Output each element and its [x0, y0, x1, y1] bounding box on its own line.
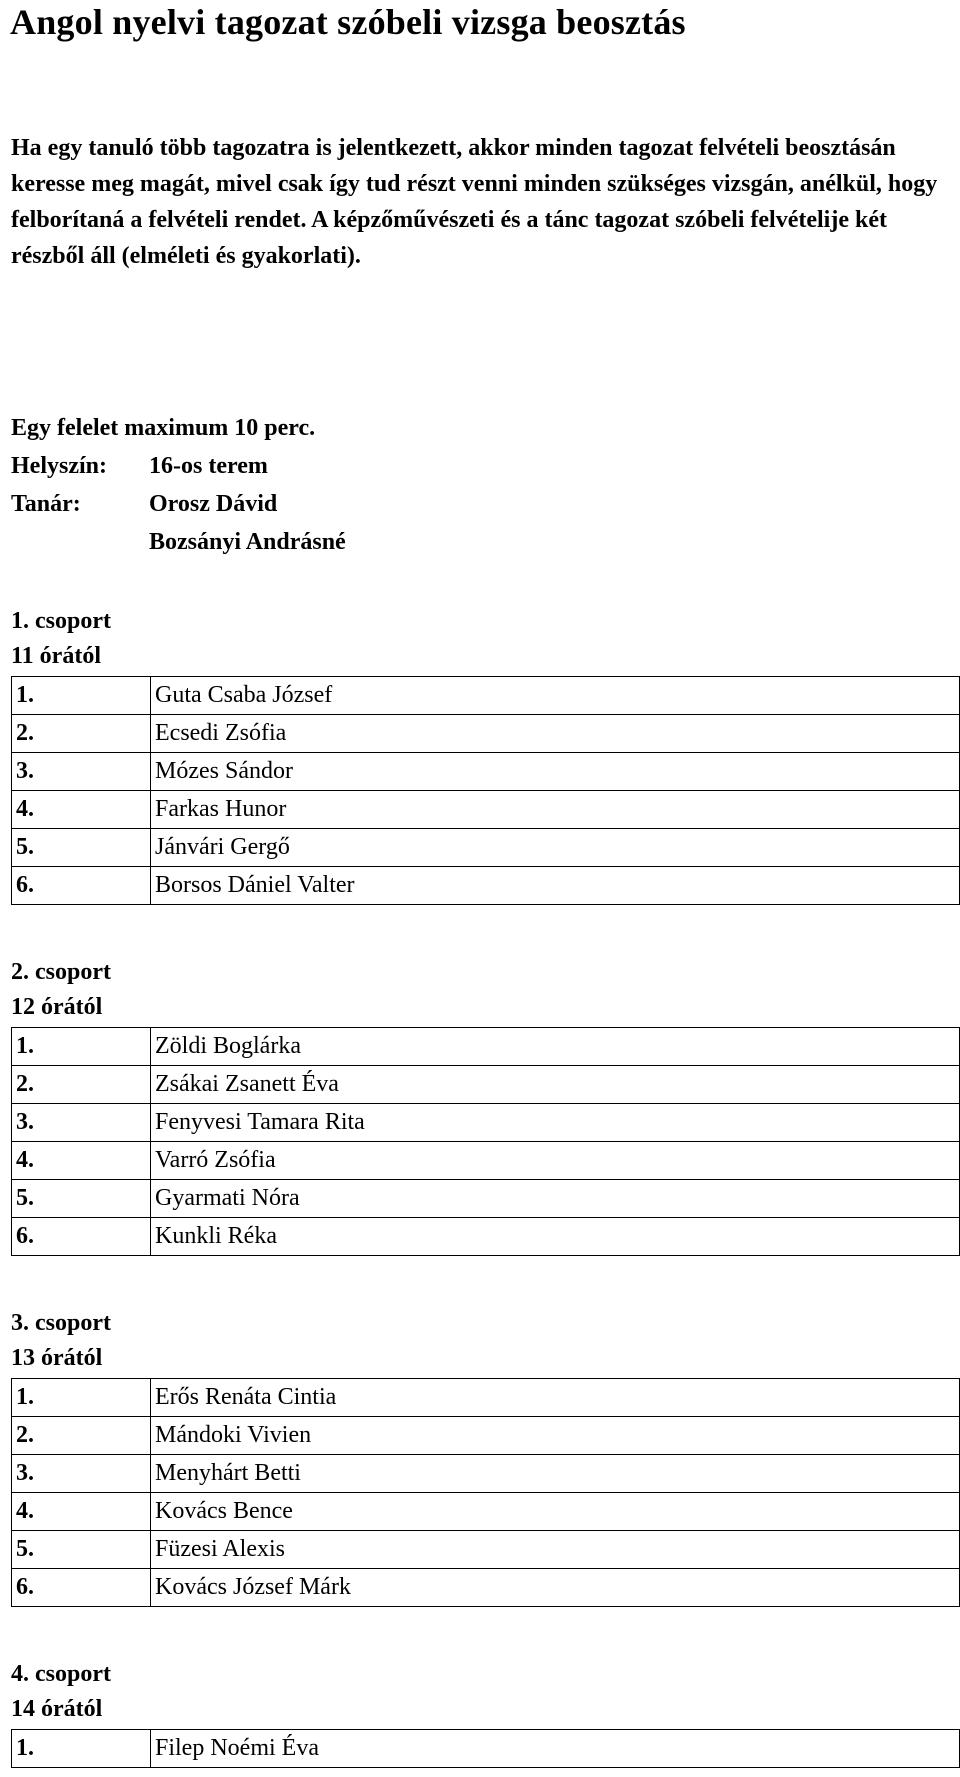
- group-title: 1. csoport: [11, 608, 111, 634]
- row-number: 6.: [12, 867, 151, 905]
- student-name: Kovács József Márk: [151, 1569, 960, 1607]
- student-table: [11, 1378, 960, 1607]
- row-number: 1.: [12, 1730, 151, 1768]
- row-number: 6.: [12, 1218, 151, 1256]
- student-name: Filep Noémi Éva: [151, 1730, 960, 1768]
- group-title: 4. csoport: [11, 1661, 111, 1687]
- exam-group: [11, 1657, 960, 1768]
- row-number: 1.: [12, 1028, 151, 1066]
- row-number: 5.: [12, 1180, 151, 1218]
- row-number: 3.: [12, 1455, 151, 1493]
- group-title: 3. csoport: [11, 1310, 111, 1336]
- row-number: 2.: [12, 715, 151, 753]
- page-title: Angol nyelvi tagozat szóbeli vizsga beosztás: [10, 2, 686, 42]
- teacher-row-2: [11, 523, 346, 561]
- group-time: 14 órától: [11, 1696, 103, 1722]
- row-number: 5.: [12, 829, 151, 867]
- student-name: Kunkli Réka: [151, 1218, 960, 1256]
- student-name: Farkas Hunor: [151, 791, 960, 829]
- student-name: Varró Zsófia: [151, 1142, 960, 1180]
- student-name: Borsos Dániel Valter: [151, 867, 960, 905]
- row-number: 3.: [12, 1104, 151, 1142]
- table-row: [12, 1379, 960, 1417]
- student-name: Mándoki Vivien: [151, 1417, 960, 1455]
- table-row: [12, 1218, 960, 1256]
- location-label: Helyszín:: [11, 453, 107, 479]
- teacher-row: [11, 485, 346, 523]
- table-row: [12, 867, 960, 905]
- row-number: 4.: [12, 1493, 151, 1531]
- row-number: 2.: [12, 1066, 151, 1104]
- student-table: [11, 676, 960, 905]
- group-time: 12 órától: [11, 994, 103, 1020]
- row-number: 3.: [12, 753, 151, 791]
- table-row: [12, 677, 960, 715]
- table-row: [12, 829, 960, 867]
- row-number: 1.: [12, 677, 151, 715]
- intro-text: Ha egy tanuló több tagozatra is jelentkezett, akkor minden tagozat felvételi beosztásán keresse meg magát, mivel csak így tud részt venni minden szükséges vizsgán, anélkül, hogy felborítaná a felvételi rendet. A képzőművészeti és a tánc tagozat szóbeli felvételije két részből áll (elméleti és gyakorlati).: [11, 135, 938, 269]
- student-name: Füzesi Alexis: [151, 1531, 960, 1569]
- table-row: [12, 1493, 960, 1531]
- table-row: [12, 1730, 960, 1768]
- table-row: [12, 1028, 960, 1066]
- student-name: Zsákai Zsanett Éva: [151, 1066, 960, 1104]
- row-number: 4.: [12, 1142, 151, 1180]
- table-row: [12, 1569, 960, 1607]
- table-row: [12, 1142, 960, 1180]
- table-row: [12, 1180, 960, 1218]
- row-number: 6.: [12, 1569, 151, 1607]
- table-row: [12, 753, 960, 791]
- row-number: 5.: [12, 1531, 151, 1569]
- intro-paragraph: [11, 130, 941, 274]
- duration-row: [11, 409, 346, 447]
- student-name: Menyhárt Betti: [151, 1455, 960, 1493]
- student-name: Fenyvesi Tamara Rita: [151, 1104, 960, 1142]
- student-table: [11, 1729, 960, 1768]
- table-row: [12, 1417, 960, 1455]
- student-name: Zöldi Boglárka: [151, 1028, 960, 1066]
- teacher-value-2: Bozsányi Andrásné: [149, 529, 346, 555]
- row-number: 1.: [12, 1379, 151, 1417]
- location-value: 16-os terem: [149, 453, 268, 479]
- student-name: Erős Renáta Cintia: [151, 1379, 960, 1417]
- duration-text: Egy felelet maximum 10 perc.: [11, 415, 316, 441]
- student-name: Gyarmati Nóra: [151, 1180, 960, 1218]
- table-row: [12, 1104, 960, 1142]
- student-name: Mózes Sándor: [151, 753, 960, 791]
- row-number: 2.: [12, 1417, 151, 1455]
- student-name: Jánvári Gergő: [151, 829, 960, 867]
- group-time: 11 órától: [11, 643, 101, 669]
- exam-group: [11, 955, 960, 1256]
- table-row: [12, 1066, 960, 1104]
- table-row: [12, 715, 960, 753]
- teacher-label: Tanár:: [11, 491, 81, 517]
- table-row: [12, 1531, 960, 1569]
- student-table: [11, 1027, 960, 1256]
- exam-info: [11, 409, 346, 561]
- group-title: 2. csoport: [11, 959, 111, 985]
- table-row: [12, 1455, 960, 1493]
- row-number: 4.: [12, 791, 151, 829]
- student-name: Kovács Bence: [151, 1493, 960, 1531]
- exam-group: [11, 604, 960, 905]
- group-time: 13 órától: [11, 1345, 103, 1371]
- exam-group: [11, 1306, 960, 1607]
- student-name: Ecsedi Zsófia: [151, 715, 960, 753]
- location-row: [11, 447, 346, 485]
- student-name: Guta Csaba József: [151, 677, 960, 715]
- teacher-value-1: Orosz Dávid: [149, 491, 278, 517]
- table-row: [12, 791, 960, 829]
